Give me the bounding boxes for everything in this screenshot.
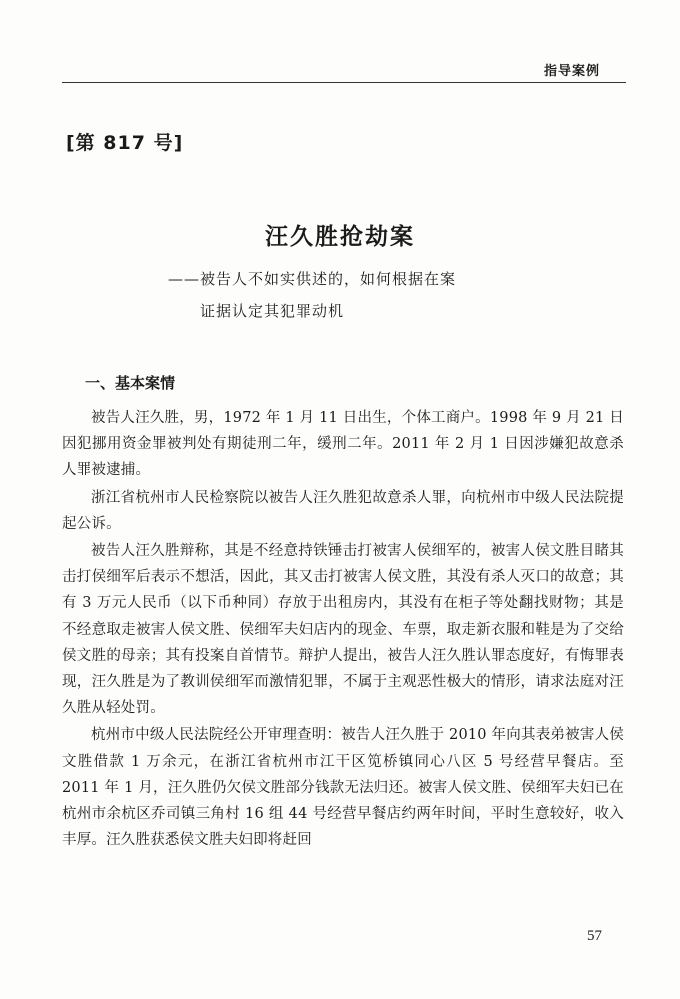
page-number: 57 bbox=[587, 928, 602, 944]
paragraph: 杭州市中级人民法院经公开审理查明：被告人汪久胜于 2010 年向其表弟被害人侯文胜借款 1 万余元，在浙江省杭州市江干区笕桥镇同心八区 5 号经营早餐店。至 2011 年 1 月，汪久胜仍欠侯文胜部分钱款无法归还。被害人侯文胜、侯细军夫妇已在杭州市余杭区乔司镇三角村 16 组 44 号经营早餐店约两年时间，平时生意较好，收入丰厚。汪久胜获悉侯文胜夫妇即将赶回 bbox=[62, 727, 624, 849]
running-header: 指导案例 bbox=[543, 64, 600, 79]
header-divider bbox=[62, 82, 626, 83]
subtitle-line-2: 证据认定其犯罪动机 bbox=[200, 302, 345, 320]
paragraph: 被告人汪久胜，男，1972 年 1 月 11 日出生，个体工商户。1998 年 9 月 21 日因犯挪用资金罪被判处有期徒刑二年，缓刑二年。2011 年 2 月 1 日因涉嫌犯故意杀人罪被逮捕。 bbox=[62, 410, 624, 479]
paragraph: 浙江省杭州市人民检察院以被告人汪久胜犯故意杀人罪，向杭州市中级人民法院提起公诉。 bbox=[62, 489, 624, 532]
case-title: 汪久胜抢劫案 bbox=[265, 223, 415, 250]
section-heading: 一、基本案情 bbox=[85, 374, 176, 392]
case-number: [第 817 号] bbox=[66, 132, 184, 154]
subtitle-line-1: ——被告人不如实供述的，如何根据在案 bbox=[168, 270, 457, 288]
paragraph: 被告人汪久胜辩称，其是不经意持铁锤击打被害人侯细军的，被害人侯文胜目睹其击打侯细军后表示不想活，因此，其又击打被害人侯文胜，其没有杀人灭口的故意；其有 3 万元人民币（以下币种同）存放于出租房内，其没有在柜子等处翻找财物；其是不经意取走被害人侯文胜、侯细军夫妇店内的现金、车票，取走新衣服和鞋是为了交给侯文胜的母亲；其有投案自首情节。辩护人提出，被告人汪久胜认罪态度好，有悔罪表现，汪久胜是为了教训侯细军而激情犯罪，不属于主观恶性极大的情形，请求法庭对汪久胜从轻处罚。 bbox=[62, 543, 624, 717]
body-text bbox=[62, 405, 624, 854]
